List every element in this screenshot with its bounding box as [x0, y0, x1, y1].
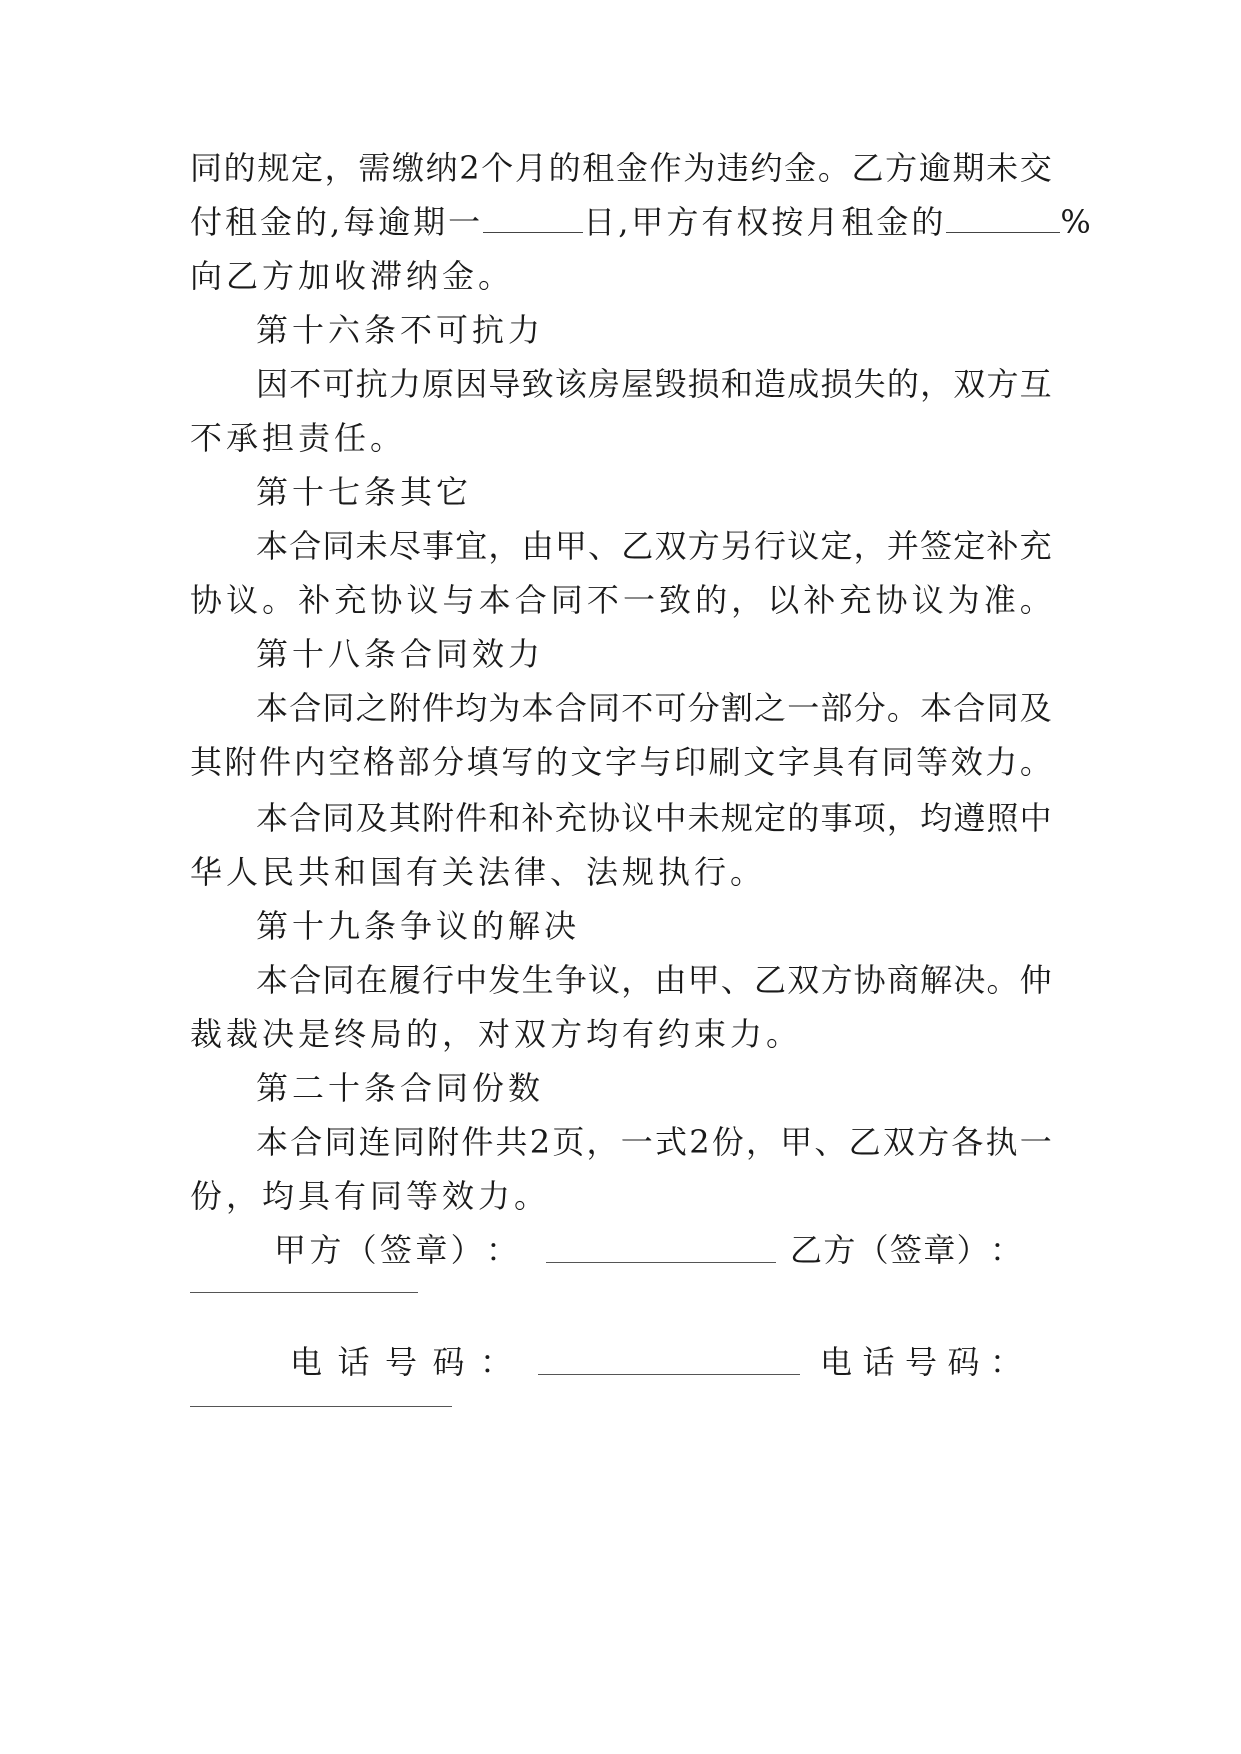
text-char: ， — [586, 1123, 619, 1161]
text-char: 同 — [324, 1123, 357, 1161]
text-char: 定 — [754, 799, 787, 837]
text-char: 甲 — [274, 1231, 307, 1269]
text-char: 之 — [355, 689, 388, 727]
party-a-signature-line[interactable] — [546, 1262, 776, 1263]
text-segment: 日,甲方有权按月租金的 — [583, 203, 947, 241]
text-char: 双 — [882, 1123, 915, 1161]
text-char: 同 — [322, 689, 355, 727]
text-char: 的 — [535, 743, 568, 781]
text-char: 字 — [777, 743, 810, 781]
text-char: 致 — [521, 365, 554, 403]
text-char: 遵 — [953, 799, 986, 837]
text-char: 补 — [521, 799, 554, 837]
text-char: 合 — [289, 689, 322, 727]
text-char: 双 — [953, 365, 986, 403]
text-char: 码 — [947, 1343, 980, 1381]
text-char: 有 — [846, 743, 879, 781]
text-char: 事 — [820, 799, 853, 837]
text-char: 字 — [604, 743, 637, 781]
text-char: 为 — [947, 581, 980, 619]
text-char: ） — [450, 1231, 483, 1269]
text-char: 与 — [639, 743, 672, 781]
text-char: ： — [479, 1343, 512, 1381]
text-char: 刷 — [708, 743, 741, 781]
text-char: 分 — [432, 743, 465, 781]
text-char: 充 — [334, 581, 367, 619]
paragraph-line — [190, 146, 1052, 190]
text-char: 同 — [322, 527, 355, 565]
text-char: 。 — [1019, 743, 1052, 781]
text-char: 力 — [388, 365, 421, 403]
text-char: 附 — [224, 743, 257, 781]
text-char: 、 — [588, 527, 621, 565]
text-char: 。 — [1019, 581, 1052, 619]
paragraph-line: 向乙方加收滞纳金。 — [190, 257, 515, 295]
text-char: 本 — [521, 689, 554, 727]
text-char: 尽 — [388, 527, 421, 565]
phone-a-line[interactable] — [538, 1374, 800, 1375]
text-char: ： — [989, 1343, 1022, 1381]
text-char: 附 — [427, 1123, 460, 1161]
text-char: 议 — [911, 581, 944, 619]
text-char: 可 — [322, 365, 355, 403]
text-char: 签 — [379, 1231, 412, 1269]
text-char: 中 — [1019, 799, 1052, 837]
text-char: 纳 — [425, 149, 458, 187]
text-char: 其 — [190, 743, 223, 781]
text-char: 其 — [388, 799, 421, 837]
text-char: 合 — [554, 689, 587, 727]
text-char: 甲 — [780, 1123, 813, 1161]
text-char: 损 — [820, 365, 853, 403]
text-char: 本 — [478, 581, 511, 619]
text-char: 逾 — [918, 149, 951, 187]
text-char: 损 — [687, 365, 720, 403]
text-char: 写 — [501, 743, 534, 781]
text-char: 执 — [985, 1123, 1018, 1161]
text-char: 本 — [256, 527, 289, 565]
text-char: 一 — [1019, 1123, 1052, 1161]
text-char: 准 — [983, 581, 1016, 619]
text-char: ， — [745, 1123, 778, 1161]
text-char: 力 — [985, 743, 1018, 781]
text-char: 房 — [588, 365, 621, 403]
text-char: 合 — [289, 961, 322, 999]
paragraph-line — [256, 362, 1052, 406]
text-char: ， — [886, 799, 919, 837]
text-char: 个 — [481, 149, 514, 187]
text-char: 方 — [820, 961, 853, 999]
text-char: 毁 — [654, 365, 687, 403]
text-char: 协 — [588, 799, 621, 837]
text-char: 月 — [514, 149, 547, 187]
paragraph-line — [256, 958, 1052, 1002]
text-char: 等 — [916, 743, 949, 781]
text-char: 电 — [820, 1343, 853, 1381]
text-char: 双 — [654, 527, 687, 565]
text-char: 合 — [289, 799, 322, 837]
text-char: 分 — [853, 689, 886, 727]
text-char: 未 — [986, 149, 1019, 187]
text-char: 2 — [529, 1123, 551, 1161]
text-char: 方 — [986, 365, 1019, 403]
paragraph-line — [256, 686, 1052, 730]
text-char: 同 — [550, 581, 583, 619]
text-char: 合 — [289, 527, 322, 565]
text-char: 同 — [322, 961, 355, 999]
text-char: 协 — [370, 581, 403, 619]
text-char: 共 — [495, 1123, 528, 1161]
text-char: 甲 — [554, 527, 587, 565]
text-char: 同 — [322, 799, 355, 837]
text-char: 之 — [754, 689, 787, 727]
text-char: 中 — [455, 961, 488, 999]
text-char: 的 — [695, 581, 728, 619]
text-char: 致 — [659, 581, 692, 619]
text-char: 补 — [298, 581, 331, 619]
text-char: 需 — [358, 149, 391, 187]
text-char: 乙 — [790, 1231, 823, 1269]
text-char: 违 — [716, 149, 749, 187]
text-char: 具 — [812, 743, 845, 781]
text-char: 屋 — [621, 365, 654, 403]
text-char: ） — [956, 1231, 989, 1269]
text-char: 及 — [1019, 689, 1052, 727]
text-char: 定 — [820, 527, 853, 565]
text-char: 的 — [223, 149, 256, 187]
text-char: 补 — [986, 527, 1019, 565]
text-char: 议 — [588, 961, 621, 999]
text-char: 为 — [488, 689, 521, 727]
text-char: 该 — [554, 365, 587, 403]
paragraph-line — [190, 740, 1052, 784]
text-char: 约 — [750, 149, 783, 187]
text-char: 另 — [720, 527, 753, 565]
text-char: 因 — [455, 365, 488, 403]
phone-b-line[interactable] — [190, 1406, 452, 1407]
text-char: 的 — [886, 365, 919, 403]
text-char: 协 — [875, 581, 908, 619]
text-char: 规 — [720, 799, 753, 837]
text-char: 补 — [803, 581, 836, 619]
text-char: 一 — [787, 689, 820, 727]
text-char: 不 — [586, 581, 619, 619]
paragraph-line — [190, 578, 1052, 622]
text-char: ， — [853, 527, 886, 565]
text-char: 及 — [355, 799, 388, 837]
text-char: 并 — [886, 527, 919, 565]
text-char: 由 — [654, 961, 687, 999]
phone-b-label — [820, 1340, 1022, 1384]
text-char: 可 — [654, 689, 687, 727]
text-char: 失 — [853, 365, 886, 403]
text-char: ， — [488, 527, 521, 565]
text-char: 抗 — [355, 365, 388, 403]
text-char: 与 — [442, 581, 475, 619]
text-char: 号 — [384, 1343, 417, 1381]
text-char: 充 — [1019, 527, 1052, 565]
text-char: 缴 — [391, 149, 424, 187]
text-char: 、 — [720, 961, 753, 999]
text-char: ， — [621, 961, 654, 999]
text-char: 中 — [654, 799, 687, 837]
text-char: 2 — [459, 149, 480, 187]
text-char: 协 — [853, 961, 886, 999]
text-char: 充 — [839, 581, 872, 619]
text-char: 期 — [952, 149, 985, 187]
text-char: 签 — [889, 1231, 922, 1269]
paragraph-line: 华人民共和国有关法律、法规执行。 — [190, 853, 767, 891]
text-char: 部 — [820, 689, 853, 727]
text-char: 方 — [885, 149, 918, 187]
paragraph-line — [190, 200, 1091, 244]
text-char: 话 — [862, 1343, 895, 1381]
text-char: 各 — [951, 1123, 984, 1161]
party-b-signature-line[interactable] — [190, 1292, 418, 1293]
text-char: 连 — [358, 1123, 391, 1161]
text-char: 原 — [422, 365, 455, 403]
text-char: 文 — [743, 743, 776, 781]
text-char: 双 — [787, 961, 820, 999]
article-heading: 第十九条争议的解决 — [256, 907, 581, 945]
text-char: 格 — [362, 743, 395, 781]
text-char: 。 — [986, 961, 1019, 999]
paragraph-line — [256, 524, 1052, 568]
text-char: 的 — [787, 799, 820, 837]
text-char: 仲 — [1019, 961, 1052, 999]
text-char: 。 — [886, 689, 919, 727]
text-char: 定 — [290, 149, 323, 187]
paragraph-line: 裁裁决是终局的，对双方均有约束力。 — [190, 1015, 803, 1053]
text-char: 本 — [920, 689, 953, 727]
text-char: 份 — [711, 1123, 744, 1161]
text-char: 行 — [422, 961, 455, 999]
text-char: 为 — [683, 149, 716, 187]
fill-blank-percent[interactable] — [946, 202, 1060, 233]
text-char: 的 — [548, 149, 581, 187]
fill-blank-days[interactable] — [483, 202, 583, 233]
phone-a-label — [290, 1340, 512, 1384]
text-char: 印 — [674, 743, 707, 781]
text-char: 章 — [415, 1231, 448, 1269]
text-char: 议 — [787, 527, 820, 565]
text-char: 和 — [488, 799, 521, 837]
text-char: 在 — [355, 961, 388, 999]
text-char: 方 — [917, 1123, 950, 1161]
text-char: 行 — [754, 527, 787, 565]
text-char: 附 — [388, 689, 421, 727]
text-char: 以 — [767, 581, 800, 619]
paragraph-line — [256, 1120, 1052, 1164]
text-char: 方 — [823, 1231, 856, 1269]
text-char: 生 — [521, 961, 554, 999]
text-char: 码 — [432, 1343, 465, 1381]
text-char: 件 — [422, 689, 455, 727]
text-char: 作 — [649, 149, 682, 187]
text-char: 均 — [920, 799, 953, 837]
text-char: 空 — [328, 743, 361, 781]
text-char: 乙 — [621, 527, 654, 565]
text-char: 同 — [392, 1123, 425, 1161]
text-char: 未 — [687, 799, 720, 837]
text-char: 文 — [570, 743, 603, 781]
text-char: （ — [856, 1231, 889, 1269]
paragraph-line: 不承担责任。 — [190, 419, 407, 457]
text-char: 金 — [615, 149, 648, 187]
text-char: 效 — [950, 743, 983, 781]
text-char: 方 — [687, 527, 720, 565]
text-char: 合 — [953, 689, 986, 727]
text-char: 分 — [687, 689, 720, 727]
text-char: 部 — [397, 743, 430, 781]
text-char: 章 — [923, 1231, 956, 1269]
text-char: 乙 — [851, 149, 884, 187]
text-char: 附 — [422, 799, 455, 837]
text-char: 同 — [588, 689, 621, 727]
text-char: 交 — [1019, 149, 1052, 187]
article-heading: 第十六条不可抗力 — [256, 311, 545, 349]
text-char: ， — [920, 365, 953, 403]
text-char: 均 — [455, 689, 488, 727]
article-heading: 第二十条合同份数 — [256, 1069, 545, 1107]
text-char: 导 — [488, 365, 521, 403]
text-char: 签 — [920, 527, 953, 565]
text-char: 合 — [514, 581, 547, 619]
text-char: 一 — [622, 581, 655, 619]
text-char: 互 — [1019, 365, 1052, 403]
text-char: 2 — [689, 1123, 710, 1161]
text-char: 号 — [904, 1343, 937, 1381]
text-char: 照 — [986, 799, 1019, 837]
article-heading: 第十七条其它 — [256, 473, 473, 511]
text-char: 议 — [406, 581, 439, 619]
text-char: 不 — [621, 689, 654, 727]
text-char: 填 — [466, 743, 499, 781]
text-char: 不 — [289, 365, 322, 403]
text-char: 协 — [190, 581, 223, 619]
text-char: 同 — [881, 743, 914, 781]
text-char: 合 — [290, 1123, 323, 1161]
text-char: 本 — [256, 689, 289, 727]
text-char: 方 — [309, 1231, 342, 1269]
text-char: （ — [344, 1231, 377, 1269]
text-char: 商 — [886, 961, 919, 999]
text-char: 宜 — [455, 527, 488, 565]
text-char: 金 — [784, 149, 817, 187]
text-char: 式 — [654, 1123, 687, 1161]
text-char: 乙 — [754, 961, 787, 999]
text-char: 甲 — [687, 961, 720, 999]
text-char: 本 — [256, 799, 289, 837]
party-b-label — [790, 1228, 1022, 1272]
text-char: 割 — [720, 689, 753, 727]
paragraph-line: 份，均具有同等效力。 — [190, 1177, 551, 1215]
text-char: 充 — [554, 799, 587, 837]
text-char: 同 — [986, 689, 1019, 727]
text-char: 发 — [488, 961, 521, 999]
text-char: 乙 — [848, 1123, 881, 1161]
text-char: 、 — [814, 1123, 847, 1161]
text-char: 本 — [256, 961, 289, 999]
text-char: 页 — [552, 1123, 585, 1161]
text-char: ， — [731, 581, 764, 619]
text-char: 电 — [290, 1343, 323, 1381]
text-char: 未 — [355, 527, 388, 565]
text-char: 本 — [256, 1123, 289, 1161]
text-char: 争 — [554, 961, 587, 999]
text-char: 件 — [455, 799, 488, 837]
article-heading: 第十八条合同效力 — [256, 635, 545, 673]
text-char: 解 — [920, 961, 953, 999]
text-char: 事 — [422, 527, 455, 565]
text-segment: % — [1060, 203, 1091, 241]
text-char: ： — [485, 1231, 518, 1269]
text-char: ： — [989, 1231, 1022, 1269]
text-char: 租 — [582, 149, 615, 187]
text-char: 造 — [754, 365, 787, 403]
text-char: 成 — [787, 365, 820, 403]
text-char: 件 — [259, 743, 292, 781]
paragraph-line — [256, 796, 1052, 840]
party-a-label — [274, 1228, 518, 1272]
text-segment: 付租金的,每逾期一 — [190, 203, 484, 241]
text-char: 内 — [293, 743, 326, 781]
text-char: 和 — [720, 365, 753, 403]
text-char: 决 — [953, 961, 986, 999]
text-char: 履 — [388, 961, 421, 999]
text-char: 规 — [257, 149, 290, 187]
text-char: ， — [324, 149, 357, 187]
text-char: 议 — [621, 799, 654, 837]
text-char: 定 — [953, 527, 986, 565]
text-char: 由 — [521, 527, 554, 565]
text-char: 同 — [190, 149, 223, 187]
text-char: 。 — [817, 149, 850, 187]
text-char: 话 — [337, 1343, 370, 1381]
text-char: 。 — [262, 581, 295, 619]
text-char: 项 — [853, 799, 886, 837]
text-char: 一 — [620, 1123, 653, 1161]
text-char: 件 — [461, 1123, 494, 1161]
text-char: 议 — [226, 581, 259, 619]
text-char: 因 — [256, 365, 289, 403]
